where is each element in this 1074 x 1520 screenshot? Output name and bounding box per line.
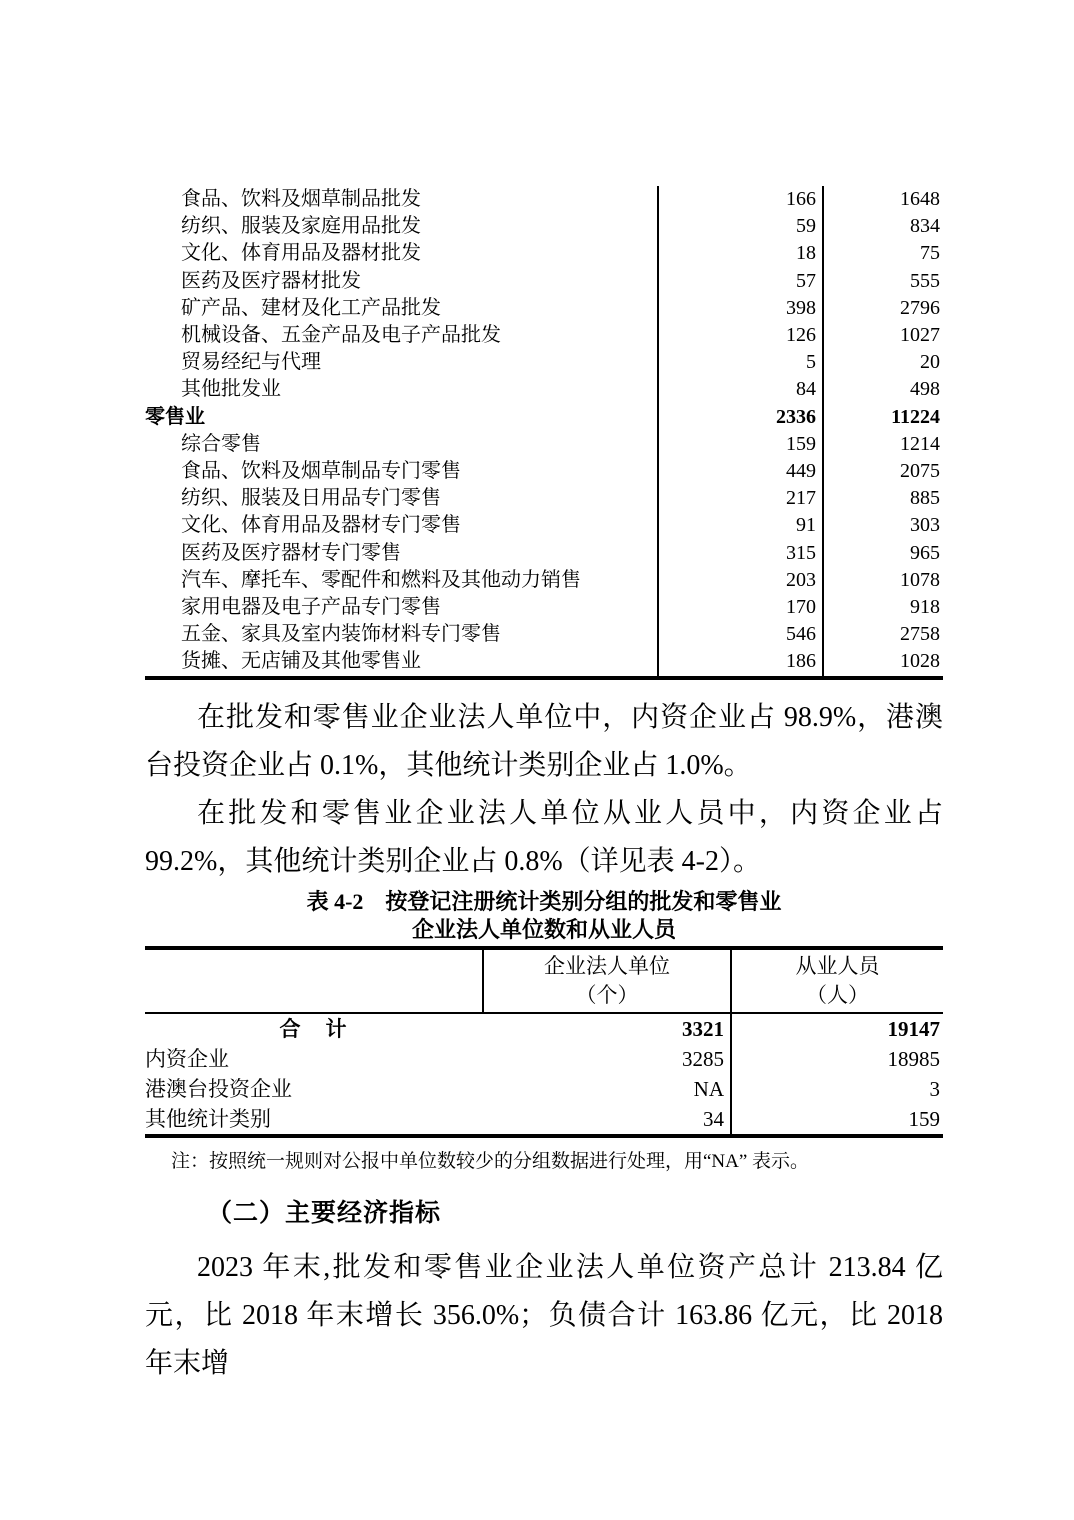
staff-value: 19147 [887,1016,940,1041]
units-value: 166 [658,186,823,213]
staff-header-line1: 从业人员 [795,953,880,978]
staff-value: 555 [910,269,940,292]
table-row [145,540,943,567]
staff-value: 1214 [900,432,940,455]
staff-value: 965 [910,541,940,564]
page-content [145,186,943,1388]
staff-value: 834 [910,215,940,238]
table-4-2-title [145,888,943,944]
category-label: 机械设备、五金产品及电子产品批发 [145,322,658,349]
category-label: 贸易经纪与代理 [145,349,658,376]
table-4-2-title-line1: 表 4-2 按登记注册统计类别分组的批发和零售业 [306,888,782,914]
category-label: 汽车、摩托车、零配件和燃料及其他动力销售 [145,567,658,594]
registration-type-label: 内资企业 [145,1046,229,1071]
table-row [145,295,943,322]
units-value: 34 [483,1104,731,1136]
category-label: 食品、饮料及烟草制品专门零售 [145,458,658,485]
table-row [145,594,943,621]
units-value: 5 [658,349,823,376]
staff-value: 1078 [900,568,940,591]
category-label: 零售业 [145,404,658,431]
units-header-line2: （个） [575,982,639,1007]
staff-header-line2: （人） [806,982,869,1007]
registration-type-label: 合 计 [279,1016,349,1041]
table-4-2-header-empty-cell [145,948,483,1013]
units-header-line1: 企业法人单位 [544,953,670,978]
table-4-2-header-staff [731,948,943,1013]
staff-value: 2758 [900,623,940,646]
table-4-2-body [145,1013,943,1136]
staff-value: 159 [908,1106,940,1131]
table-row [145,322,943,349]
table-4-2 [145,946,943,1138]
units-value: 217 [658,485,823,512]
units-value: 91 [658,512,823,539]
staff-value: 3 [929,1076,940,1101]
units-value: 126 [658,322,823,349]
staff-value: 885 [910,487,940,510]
table-row [145,213,943,240]
units-value: 159 [658,431,823,458]
table-row [145,268,943,295]
table-row [145,431,943,458]
table-4-2-note: 注：按照统一规则对公报中单位数较少的分组数据进行处理，用“NA” 表示。 [171,1150,810,1172]
table-row [145,458,943,485]
table-row [145,186,943,213]
staff-value: 2075 [900,460,940,483]
units-value: 449 [658,458,823,485]
units-value: 170 [658,594,823,621]
units-value: 3321 [483,1013,731,1044]
table-row [145,404,943,431]
table-row [145,1013,943,1044]
table-row [145,621,943,648]
category-label: 五金、家具及室内装饰材料专门零售 [145,621,658,648]
category-label: 家用电器及电子产品专门零售 [145,594,658,621]
category-label: 医药及医疗器材批发 [145,268,658,295]
staff-value: 1027 [900,324,940,347]
table-row [145,485,943,512]
category-label: 纺织、服装及家庭用品批发 [145,213,658,240]
staff-value: 303 [910,514,940,537]
category-label: 食品、饮料及烟草制品批发 [145,186,658,213]
paragraph-units-composition: 在批发和零售业企业法人单位中，内资企业占 98.9%，港澳台投资企业占 0.1%，其他统计类别企业占 1.0%。 [145,701,943,781]
staff-value: 918 [910,596,940,619]
table-4-2-title-line2: 企业法人单位数和从业人员 [411,916,676,942]
units-value: 315 [658,540,823,567]
staff-value: 18985 [887,1046,940,1071]
table-row [145,1074,943,1104]
table-row [145,349,943,376]
category-label: 医药及医疗器材专门零售 [145,540,658,567]
table-row [145,567,943,594]
paragraph-staff-composition: 在批发和零售业企业法人单位从业人员中，内资企业占 99.2%，其他统计类别企业占 0.8%（详见表 4-2）。 [145,797,943,877]
units-value: 57 [658,268,823,295]
table-row [145,648,943,677]
table-row [145,1044,943,1074]
staff-value: 11224 [891,405,940,428]
registration-type-label: 港澳台投资企业 [145,1076,292,1101]
units-value: 59 [658,213,823,240]
table-4-2-header-units [483,948,731,1013]
staff-value: 498 [910,378,940,401]
category-label: 文化、体育用品及器材专门零售 [145,512,658,539]
table-row [145,376,943,403]
category-label: 其他批发业 [145,376,658,403]
table-row [145,512,943,539]
section-heading: （二）主要经济指标 [207,1199,442,1227]
staff-value: 2796 [900,296,940,319]
units-value: 203 [658,567,823,594]
table-row [145,1104,943,1136]
table-row [145,240,943,267]
category-label: 文化、体育用品及器材批发 [145,240,658,267]
staff-value: 1648 [900,188,940,210]
units-value: 84 [658,376,823,403]
units-value: 398 [658,295,823,322]
registration-type-label: 其他统计类别 [145,1106,271,1131]
category-label: 矿产品、建材及化工产品批发 [145,295,658,322]
units-value: 18 [658,240,823,267]
paragraph-economic-indicators: 2023 年末,批发和零售业企业法人单位资产总计 213.84 亿元，比 2018 年末增长 356.0%；负债合计 163.86 亿元，比 2018 年末增 [145,1251,943,1379]
units-value: 2336 [658,404,823,431]
staff-value: 75 [920,242,940,265]
table-4-1-body [145,186,943,678]
staff-value: 20 [920,351,940,374]
table-4-2-header [145,948,943,1013]
staff-value: 1028 [900,650,940,673]
category-label: 综合零售 [145,431,658,458]
units-value: 186 [658,648,823,677]
category-label: 纺织、服装及日用品专门零售 [145,485,658,512]
category-label: 货摊、无店铺及其他零售业 [145,648,658,677]
units-value: NA [483,1074,731,1104]
units-value: 546 [658,621,823,648]
units-value: 3285 [483,1044,731,1074]
table-4-1-continued [145,186,943,680]
